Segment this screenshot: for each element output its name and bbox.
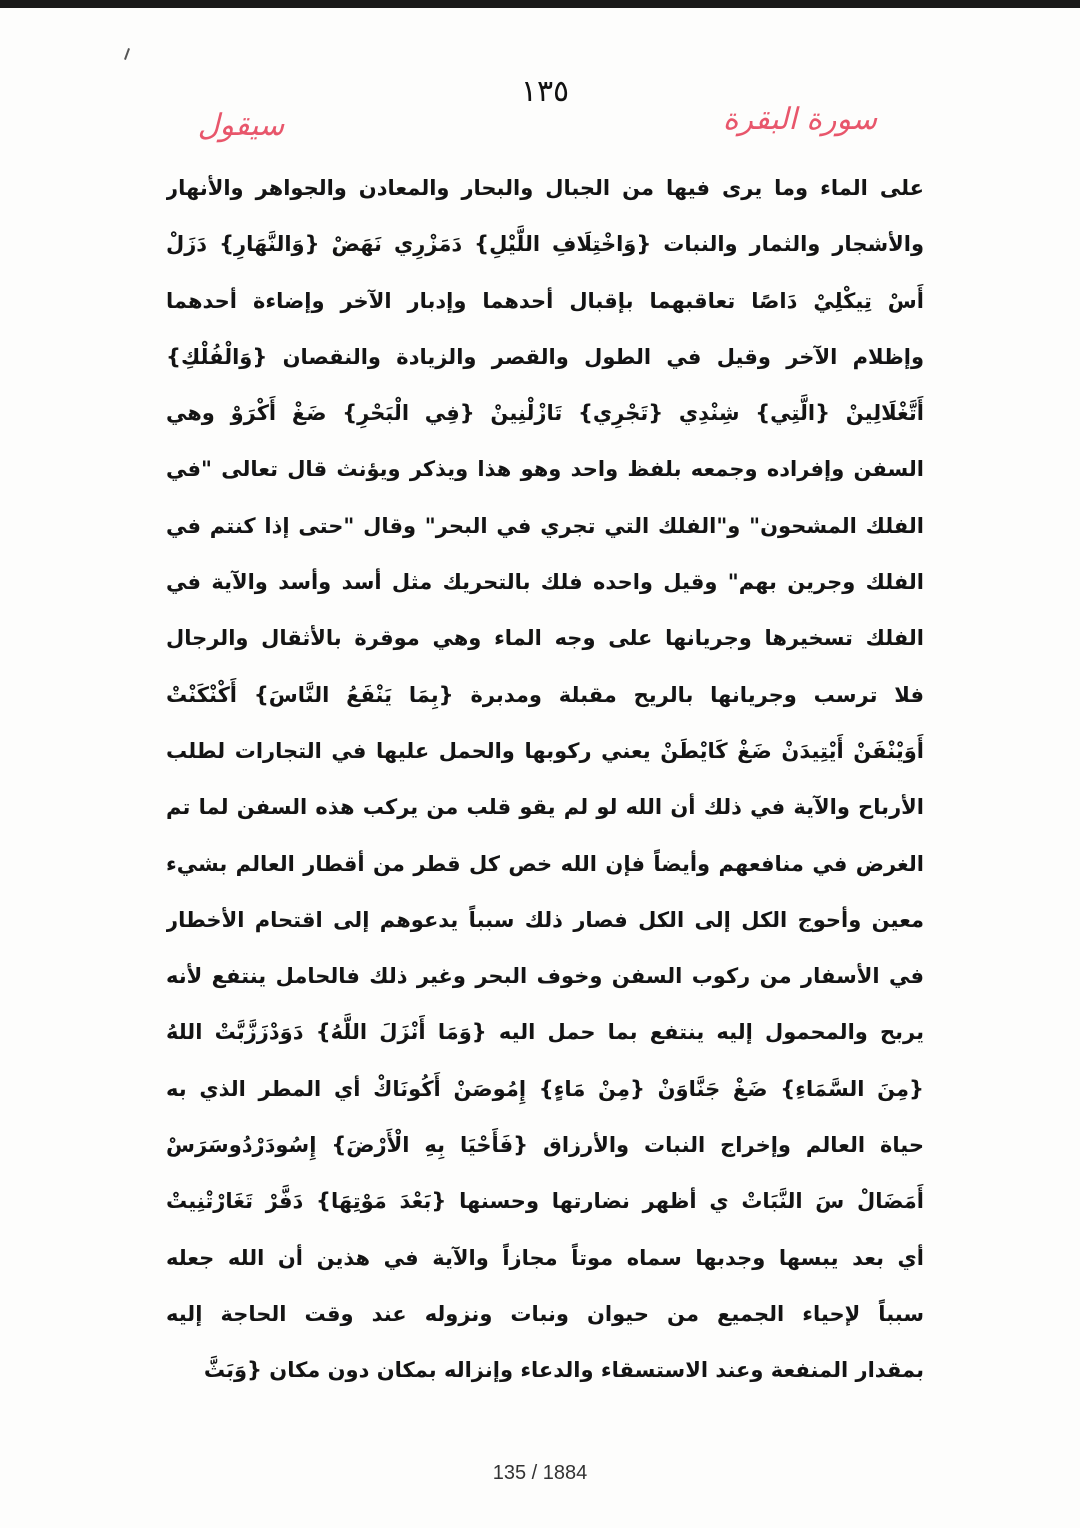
text-line: السفن وإفراده وجمعه بلفظ واحد وهو هذا ويذكر ويؤنث قال تعالى "في	[166, 457, 924, 482]
text-line: {مِنَ السَّمَاءِ} ضَغْ جَنَّاوَنْ {مِنْ مَاءٍ} إِمُوصَنْ أَكُونَاكْ أي المطر الذي به	[166, 1076, 924, 1101]
text-line: أَتَّغْلَالِينْ {الَّتِي} شِنْدِي {تَجْرِي} تَازْلْنِينْ {فِي الْبَحْرِ} ضَغْ أَكْرَوْ وهي	[166, 401, 924, 426]
text-line: أَمَضَالْ سَ النَّبَاتْ ي أظهر نضارتها وحسنها {بَعْدَ مَوْتِهَا} دَفَّرْ تَغَارْتْنِيتْ	[166, 1189, 924, 1214]
text-line: أي بعد يبسها وجدبها سماه موتاً مجازاً والآية في هذين أن الله جعله	[166, 1245, 924, 1270]
text-line: الأرباح والآية في ذلك أن الله لو لم يقو قلب من يركب هذه السفن لما تم	[166, 795, 924, 820]
text-line: الفلك المشحون" و"الفلك التي تجري في البحر" وقال "حتى إذا كنتم في	[166, 513, 924, 538]
text-line: معين وأحوج الكل إلى الكل فصار ذلك سبباً يدعوهم إلى اقتحام الأخطار	[166, 907, 924, 932]
text-line: بمقدار المنفعة وعند الاستسقاء والدعاء وإنزاله بمكان دون مكان {وَبَثَّ	[203, 1358, 924, 1383]
surah-title: سورة البقرة	[722, 102, 878, 137]
text-line: يربح والمحمول إليه ينتفع بما حمل اليه {وَمَا أَنْزَلَ اللَّهُ} دَوَدْزَزَّبَّتْ اللهُ	[166, 1020, 924, 1045]
text-line: سبباً لإحياء الجميع من حيوان ونبات ونزوله عند وقت الحاجة إليه	[166, 1301, 924, 1326]
page-indicator: 135 / 1884	[492, 1462, 588, 1484]
text-line: في الأسفار من ركوب السفن وخوف البحر وغير ذلك فالحامل ينتفع لأنه	[166, 964, 924, 989]
page-number: ١٣٥	[520, 74, 570, 109]
pen-mark	[124, 48, 130, 60]
text-line: فلا ترسب وجريانها بالريح مقبلة ومدبرة {بِمَا يَنْفَعُ النَّاسَ} أَكْنْكَنْتْ	[166, 682, 924, 707]
text-line: أَسْ تِيكْلِيْ دَاصًا تعاقبهما بإقبال أحدهما وإدبار الآخر وإضاءة أحدهما	[166, 288, 924, 313]
text-line: أَوَيْنْفَنْ أَيْتِيدَنْ ضَغْ كَايْطَنْ يعني ركوبها والحمل عليها في التجارات لطلب	[166, 738, 924, 763]
text-line: الغرض في منافعهم وأيضاً فإن الله خص كل قطر من أقطار العالم بشيء	[166, 851, 924, 876]
scan-top-edge	[0, 0, 1080, 8]
page-body-text	[166, 160, 924, 1399]
text-line: الفلك تسخيرها وجريانها على وجه الماء وهي موقرة بالأثقال والرجال	[166, 626, 924, 651]
juz-title: سيقول	[197, 108, 285, 143]
text-line: وإظلام الآخر وقيل في الطول والقصر والزيادة والنقصان {وَالْفُلْكِ}	[166, 344, 924, 369]
text-line: على الماء وما يرى فيها من الجبال والبحار والمعادن والجواهر والأنهار	[166, 176, 924, 200]
text-line: الفلك وجرين بهم" وقيل واحده فلك بالتحريك مثل أسد وأسد والآية في	[166, 570, 924, 595]
text-line: والأشجار والثمار والنبات {وَاخْتِلَافِ اللَّيْلِ} دَمَزْرِي نَهَضْ {وَالنَّهَارِ} دَزَلْ	[166, 232, 924, 257]
text-line: حياة العالم وإخراج النبات والأرزاق {فَأَحْيَا بِهِ الْأَرْضَ} إِسُودَرْدُوسَرَسْ	[166, 1133, 924, 1158]
